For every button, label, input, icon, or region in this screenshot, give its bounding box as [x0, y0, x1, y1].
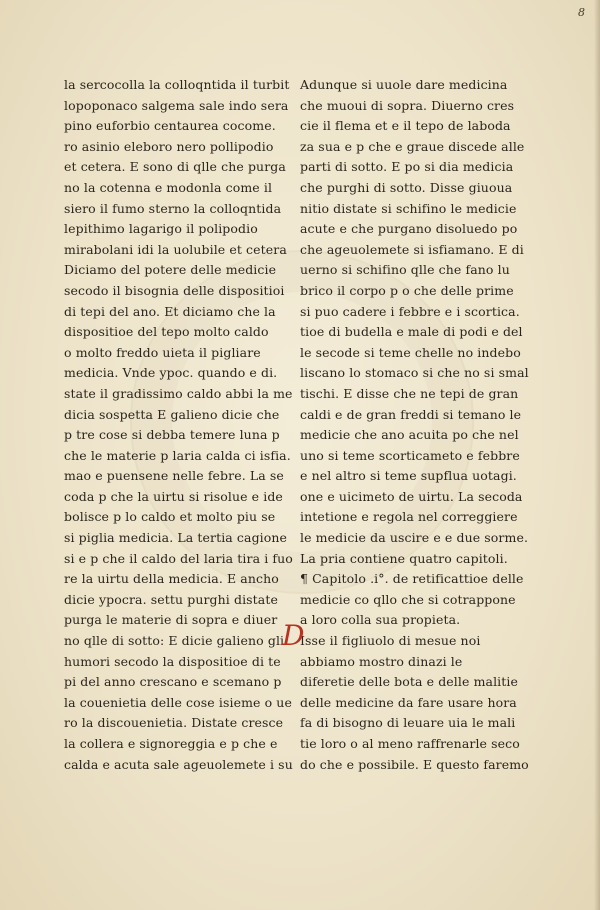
text-line: dicie ypocra. settu purghi distate [64, 591, 278, 607]
text-line: dicia sospetta E galieno dicie che [64, 406, 280, 422]
text-line: medicia. Vnde ypoc. quando e di. [64, 365, 278, 381]
text-line: la collera e signoreggia e p che e [64, 736, 278, 751]
text-line: o molto freddo uieta il pigliare [64, 344, 261, 360]
text-line: tioe di budella e male di podi e del [300, 324, 523, 340]
text-line: no qlle di sotto: E dicie galieno gli [64, 633, 285, 649]
text-line: za sua e p che e graue discede alle [300, 138, 525, 154]
left-text-column [64, 75, 293, 775]
text-line: si puo cadere i febbre e i scortica. [300, 303, 520, 319]
text-line: re la uirtu della medicia. E ancho [64, 571, 279, 587]
text-line: state il gradissimo caldo abbi la me [64, 385, 293, 401]
text-line: humori secodo la dispositioe di te [64, 653, 281, 669]
text-line: bolisce p lo caldo et molto piu se [64, 509, 276, 525]
text-line: medicie che ano acuita po che nel [300, 427, 519, 443]
folio-number: 8 [578, 6, 585, 19]
text-line: parti di sotto. E po si dia medicia [300, 159, 514, 175]
text-line: ro asinio eleboro nero pollipodio [64, 138, 274, 154]
page-edge-shadow [594, 0, 600, 910]
text-line: Adunque si uuole dare medicina [300, 77, 508, 92]
text-line: acute e che purgano disoluedo po [300, 221, 518, 237]
text-line: lopoponaco salgema sale indo sera [64, 97, 289, 113]
text-line: che le materie p laria calda ci isfia. [64, 447, 291, 463]
text-line: che muoui di sopra. Diuerno cres [300, 97, 515, 113]
text-line: Diciamo del potere delle medicie [64, 262, 277, 278]
text-line: delle medicine da fare usare hora [300, 694, 517, 710]
text-line: no la cotenna e modonla come il [64, 179, 273, 195]
text-line: che purghi di sotto. Disse giuoua [300, 179, 513, 195]
text-line: uerno si schifino qlle che fano lu [300, 262, 510, 278]
text-line: p tre cose si debba temere luna p [64, 427, 280, 443]
text-line: la sercocolla la colloqntida il turbit [64, 77, 290, 92]
text-line: La pria contiene quatro capitoli. [300, 550, 508, 566]
text-line: cie il flema et e il tepo de laboda [300, 118, 511, 134]
text-line: pino euforbio centaurea cocome. [64, 118, 276, 134]
text-line: si e p che il caldo del laria tira i fuo [64, 550, 293, 566]
text-line: brico il corpo p o che delle prime [300, 282, 514, 298]
text-line: liscano lo stomaco si che no si smal [300, 365, 529, 381]
text-line: di tepi del ano. Et diciamo che la [64, 303, 276, 319]
text-line: intetione e regola nel correggiere [300, 509, 518, 525]
drop-cap-initial: D [282, 619, 305, 653]
text-line: coda p che la uirtu si risolue e ide [64, 488, 283, 504]
text-line: purga le materie di sopra e diuer [64, 612, 278, 628]
text-line: mao e puensene nelle febre. La se [64, 468, 284, 484]
text-line: et cetera. E sono di qlle che purga [64, 159, 286, 175]
text-line: che ageuolemete si isfiamano. E di [300, 241, 524, 257]
text-line: e nel altro si teme supflua uotagi. [300, 468, 517, 484]
text-line: si piglia medicia. La tertia cagione [64, 530, 288, 546]
text-line: caldi e de gran freddi si temano le [300, 406, 522, 422]
text-line: secodo il bisognia delle dispositioi [64, 282, 285, 298]
text-line: la couenietia delle cose isieme o ue [64, 694, 292, 710]
text-line: do che e possibile. E questo faremo [300, 756, 529, 772]
text-line: nitio distate si schifino le medicie [300, 200, 517, 216]
text-line: tischi. E disse che ne tepi de gran [300, 385, 519, 401]
right-text-column [282, 75, 529, 775]
text-line: mirabolani idi la uolubile et cetera [64, 241, 287, 257]
text-line: diferetie delle bota e delle malitie [300, 674, 518, 690]
text-line: dispositioe del tepo molto caldo [64, 324, 269, 340]
text-line: medicie co qllo che si cotrappone [300, 591, 516, 607]
text-line: one e uicimeto de uirtu. La secoda [300, 488, 523, 504]
text-line: le medicie da uscire e e due sorme. [300, 530, 529, 546]
text-line: ro la discouenietia. Distate cresce [64, 715, 284, 731]
text-line: pi del anno crescano e scemano p [64, 674, 282, 690]
text-line: siero il fumo sterno la colloqntida [64, 200, 282, 216]
text-line: abbiamo mostro dinazi le [300, 653, 463, 669]
text-line: le secode si teme chelle no indebo [300, 344, 521, 360]
text-line: ¶ Capitolo .i°. de retificattioe delle [300, 571, 524, 587]
text-line: tie loro o al meno raffrenarle seco [300, 736, 520, 751]
text-line: lepithimo lagarigo il polipodio [64, 221, 258, 237]
text-line: a loro colla sua propieta. [300, 612, 461, 628]
text-line: calda e acuta sale ageuolemete i su [64, 756, 293, 772]
line-text: Isse il figliuolo di mesue noi [300, 633, 481, 649]
text-line: uno si teme scorticameto e febbre [300, 447, 520, 463]
text-line: fa di bisogno di leuare uia le mali [300, 715, 516, 731]
